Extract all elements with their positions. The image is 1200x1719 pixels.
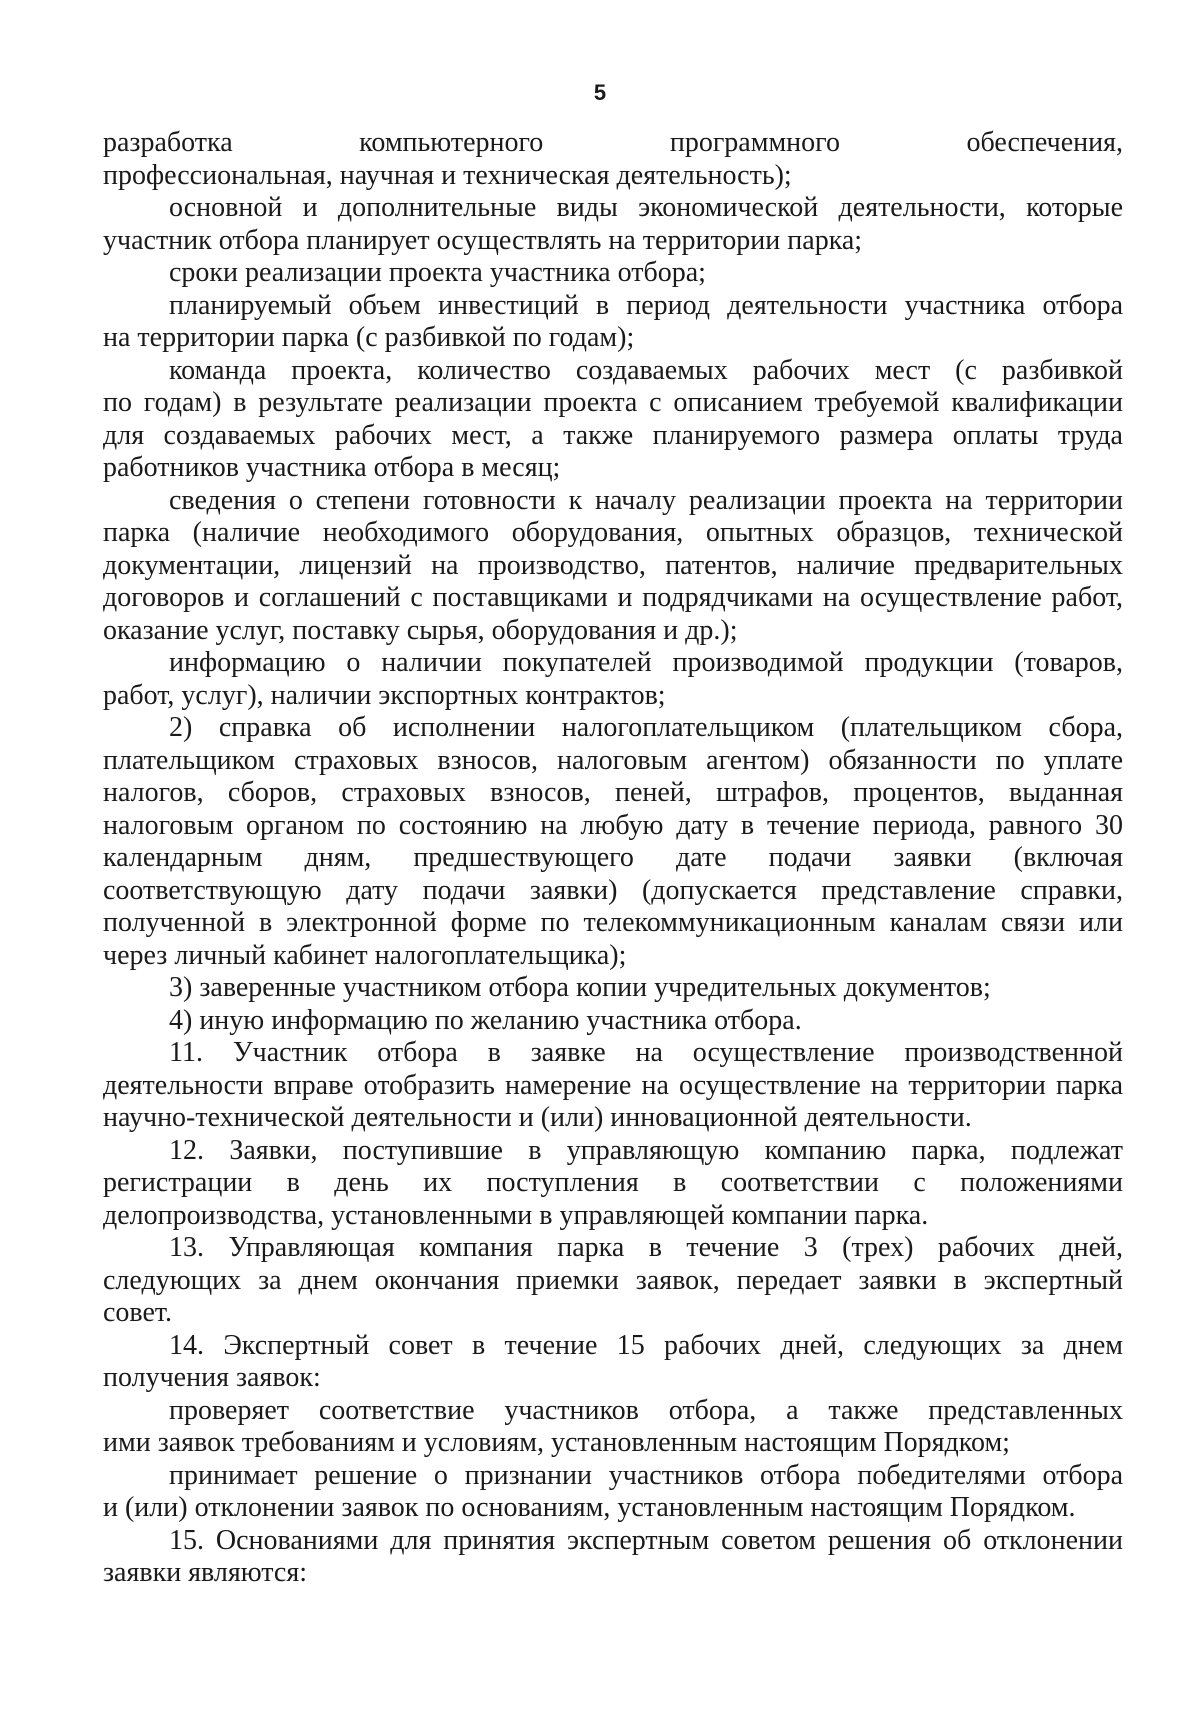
text-line: деятельности вправе отобразить намерение на осуществление на территории парка [103,1069,1123,1101]
text-line: регистрации в день их поступления в соответствии с положениями [103,1167,1123,1198]
text-line: 15. Основаниями для принятия экспертным советом решения об отклонении [169,1524,1123,1556]
text-line: сроки реализации проекта участника отбора; [169,257,706,288]
text-line: полученной в электронной форме по телекоммуникационным каналам связи или [103,907,1123,938]
text-line: парка (наличие необходимого оборудования, опытных образцов, технической [103,517,1123,548]
text-line: ими заявок требованиям и условиям, установленным настоящим Порядком; [103,1427,1010,1458]
text-line: налогов, сборов, страховых взносов, пеней, штрафов, процентов, выданная [103,777,1123,808]
text-line: работ, услуг), наличии экспортных контрактов; [103,679,666,711]
text-line: 14. Экспертный совет в течение 15 рабочих дней, следующих за днем [169,1329,1123,1361]
text-line: 4) иную информацию по желанию участника отбора. [169,1004,802,1036]
text-line: основной и дополнительные виды экономической деятельности, которые [169,192,1123,223]
text-line: 12. Заявки, поступившие в управляющую компанию парка, подлежат [169,1134,1123,1166]
text-line: 2) справка об исполнении налогоплательщиком (плательщиком сбора, [169,712,1123,743]
text-line: договоров и соглашений с поставщиками и подрядчиками на осуществление работ, [103,582,1123,613]
text-line: на территории парка (с разбивкой по годам); [103,322,635,353]
text-line: 3) заверенные участником отбора копии учредительных документов; [169,972,991,1003]
text-line: плательщиком страховых взносов, налоговым агентом) обязанности по уплате [103,744,1123,776]
text-line: 13. Управляющая компания парка в течение 3 (трех) рабочих дней, [169,1232,1123,1263]
page-number: 5 [593,80,607,105]
text-line: научно-технической деятельности и (или) инновационной деятельности. [103,1102,972,1133]
text-line: оказание услуг, поставку сырья, оборудования и др.); [103,614,738,646]
text-line: следующих за днем окончания приемки заявок, передает заявки в экспертный [103,1264,1123,1296]
text-line: участник отбора планирует осуществлять на территории парка; [103,224,863,256]
text-line: проверяет соответствие участников отбора, а также представленных [169,1394,1123,1426]
text-line: сведения о степени готовности к началу реализации проекта на территории [169,484,1123,516]
text-line: документации, лицензий на производство, патентов, наличие предварительных [103,549,1123,581]
text-line: и (или) отклонении заявок по основаниям, установленным настоящим Порядком. [103,1492,1076,1523]
text-line: принимает решение о признании участников отбора победителями отбора [169,1459,1123,1491]
text-line: календарным дням, предшествующего дате подачи заявки (включая [103,842,1123,873]
text-line: информацию о наличии покупателей производимой продукции (товаров, [169,647,1123,678]
text-line: получения заявок: [103,1362,321,1393]
text-line: команда проекта, количество создаваемых рабочих мест (с разбивкой [169,354,1123,386]
text-line: работников участника отбора в месяц; [103,452,561,483]
text-line: планируемый объем инвестиций в период деятельности участника отбора [169,289,1123,321]
text-line: 11. Участник отбора в заявке на осуществление производственной [169,1037,1123,1068]
text-line: профессиональная, научная и техническая деятельность); [103,159,792,191]
document-body [103,127,1123,1590]
text-line: совет. [103,1297,173,1328]
text-line: через личный кабинет налогоплательщика); [103,939,627,971]
text-line: для создаваемых рабочих мест, а также планируемого размера оплаты труда [103,419,1123,451]
text-line: заявки являются: [103,1557,307,1588]
text-line: налоговым органом по состоянию на любую дату в течение периода, равного 30 [103,809,1123,841]
text-line: делопроизводства, установленными в управляющей компании парка. [103,1199,929,1231]
text-line: разработка компьютерного программного обеспечения, [103,127,1123,158]
text-line: по годам) в результате реализации проекта с описанием требуемой квалификации [103,387,1123,418]
text-line: соответствующую дату подачи заявки) (допускается представление справки, [103,874,1123,906]
